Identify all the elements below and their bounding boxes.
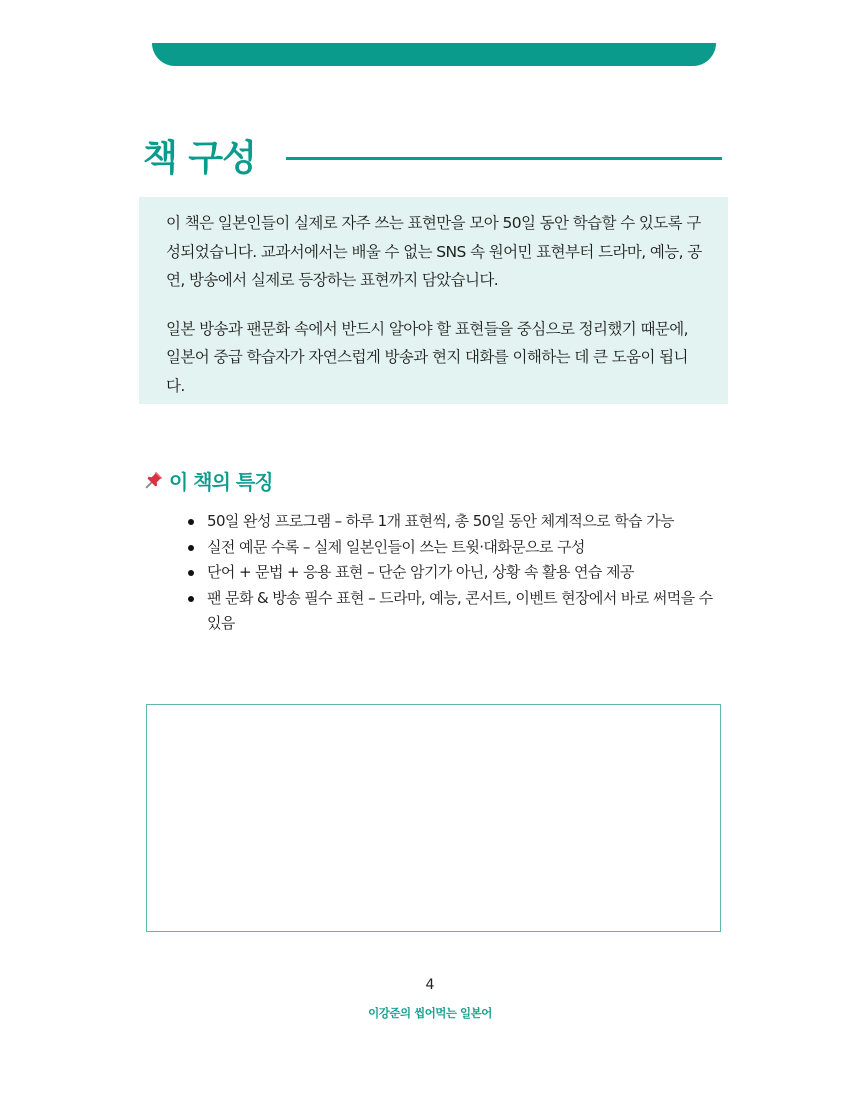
feature-list [186,509,726,637]
pushpin-icon [143,469,165,491]
title-rule [286,157,722,160]
section-title: 책 구성 [143,138,256,179]
section-header [143,134,723,184]
feature-text: 실전 예문 수록 – 실제 일본인들이 쓰는 트윗·대화문으로 구성 [207,537,585,556]
image-placeholder-frame [146,704,721,932]
list-item [186,509,726,535]
features-title: 이 책의 특징 [169,469,273,494]
features-heading [143,464,273,496]
footer-book-title: 이강준의 씹어먹는 일본어 [368,1006,492,1020]
feature-text: 단어 + 문법 + 응용 표현 – 단순 암기가 아닌, 상황 속 활용 연습 제공 [207,563,634,581]
list-item [186,535,726,561]
bullet-icon [188,570,194,576]
bullet-icon [188,596,194,602]
intro-box [139,197,728,404]
top-banner [152,43,716,66]
bullet-icon [188,519,194,525]
bullet-icon [188,545,194,551]
feature-text: 50일 완성 프로그램 – 하루 1개 표현씩, 총 50일 동안 체계적으로 학습 가능 [207,512,674,530]
intro-paragraph-1: 이 책은 일본인들이 실제로 자주 쓰는 표현만을 모아 50일 동안 학습할 수 있도록 구성되었습니다. 교과서에서는 배울 수 없는 SNS 속 원어민 표현부터 드라마, 예능, 공연, 방송에서 실제로 등장하는 표현까지 담았습니다. [166,214,702,289]
page-number: 4 [425,977,435,993]
list-item [186,560,726,586]
list-item [186,586,726,637]
intro-paragraph-2: 일본 방송과 팬문화 속에서 반드시 알아야 할 표현들을 중심으로 정리했기 때문에, 일본어 중급 학습자가 자연스럽게 방송과 현지 대화를 이해하는 데 큰 도움이 됩니다. [166,319,688,395]
feature-text: 팬 문화 & 방송 필수 표현 – 드라마, 예능, 콘서트, 이벤트 현장에서 바로 써먹을 수 있음 [207,588,713,632]
